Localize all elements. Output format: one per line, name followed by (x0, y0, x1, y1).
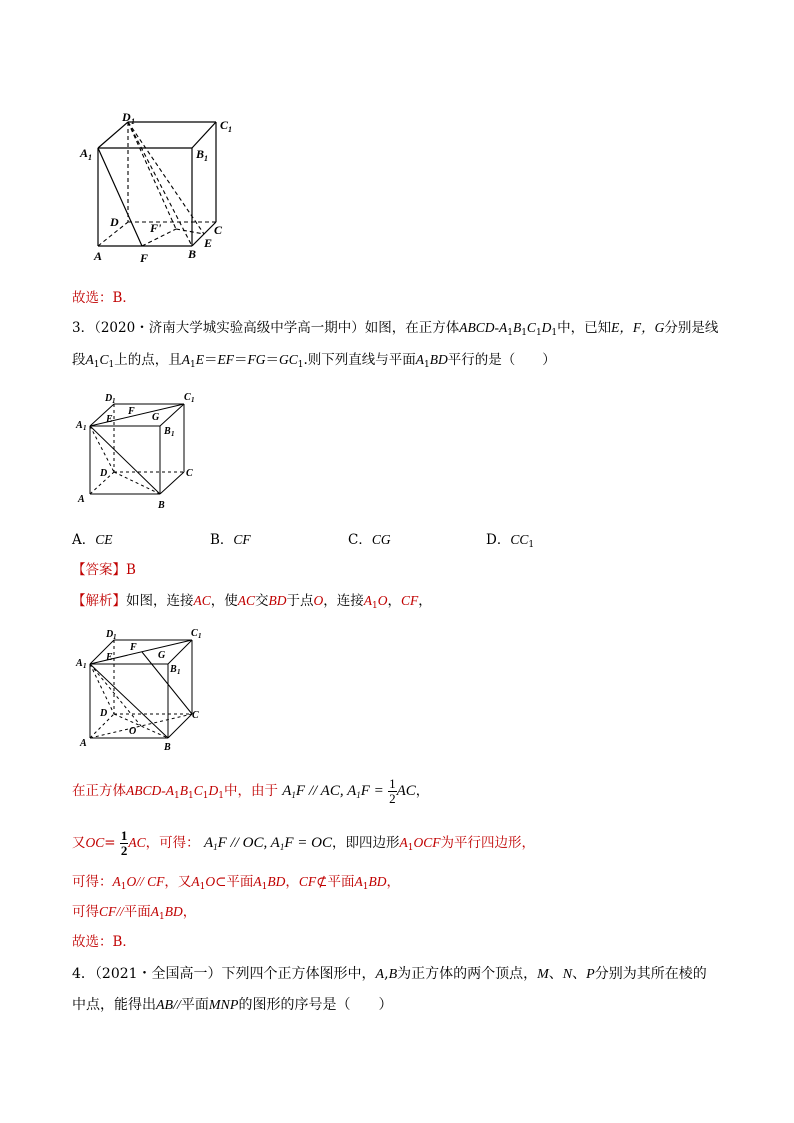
svg-text:1: 1 (112, 397, 116, 405)
svg-text:D: D (105, 393, 113, 404)
svg-text:D: D (100, 708, 108, 719)
svg-text:G: G (158, 650, 166, 661)
proof-line-4: 可得CF//平面$A_1BD$， (72, 904, 197, 922)
question-3-line2: 段$A_1C_1$上的点，且$A_1E=EF=FG=GC_1$.则下列直线与平面$A_1BD$平行的是（ ） (72, 352, 556, 370)
svg-text:B: B (158, 500, 165, 511)
svg-text:1: 1 (88, 153, 92, 162)
svg-text:1: 1 (113, 633, 117, 641)
label-B: B (188, 247, 197, 261)
svg-text:B: B (164, 426, 171, 437)
svg-text:G: G (152, 412, 160, 423)
svg-text:1: 1 (177, 668, 181, 676)
svg-text:1: 1 (191, 396, 195, 404)
svg-text:1: 1 (228, 125, 232, 134)
question-4-line1: 4．（2021・全国高一）下列四个正方体图形中，A,B为正方体的两个顶点，M、N、P分别为其所在棱的 (72, 966, 707, 982)
label-C: C (214, 223, 223, 237)
label-F-prime: F' (150, 221, 162, 235)
svg-text:1: 1 (171, 430, 175, 438)
proof-line-3: 可得：$A_1O//$ CF，又$A_1O\subset$平面$A_1BD$，CF⊄平面$A_1BD$， (72, 874, 400, 892)
label-A1: A (80, 146, 89, 160)
svg-text:B: B (170, 664, 177, 675)
cube-figure-1 (78, 108, 248, 268)
label-E: E (204, 236, 213, 250)
label-C1: C (220, 118, 229, 132)
option-c[interactable]: C．CG (348, 532, 391, 548)
cube-figure-3 (74, 624, 209, 752)
label-B1: B (196, 147, 205, 161)
option-d[interactable]: D．$CC_1$ (486, 532, 535, 550)
svg-text:C: C (192, 710, 199, 721)
svg-text:1: 1 (198, 632, 202, 640)
option-a[interactable]: A．CE (72, 532, 113, 548)
svg-text:O: O (129, 726, 137, 737)
svg-text:F: F (128, 406, 135, 417)
question-4-line2: 中点，能得出AB//平面MNP的图形的序号是（ ） (72, 997, 393, 1013)
label-D1: D (122, 110, 131, 124)
svg-text:C: C (184, 392, 191, 403)
svg-text:A: A (80, 738, 87, 749)
select-answer-q3: 故选：B． (72, 934, 136, 950)
svg-text:C: C (186, 468, 193, 479)
select-answer-q2: 故选：B． (72, 290, 136, 306)
svg-text:E: E (106, 652, 113, 663)
svg-text:1: 1 (83, 662, 87, 670)
svg-text:1: 1 (131, 117, 135, 126)
label-D: D (110, 215, 119, 229)
label-F: F (140, 251, 149, 265)
svg-text:D: D (100, 468, 108, 479)
svg-text:A: A (76, 420, 83, 431)
svg-text:A: A (78, 494, 85, 505)
answer-line: 【答案】B (72, 562, 136, 578)
svg-text:F: F (130, 642, 137, 653)
label-A: A (94, 249, 103, 263)
question-3-line1: 3．（2020・济南大学城实验高级中学高一期中）如图，在正方体ABCD-$A_1B_1C_1D_1$中，已知E，F，G分别是线 (72, 320, 719, 338)
svg-text:E: E (106, 414, 113, 425)
cube-figure-2 (74, 388, 204, 516)
proof-line-1: 在正方体ABCD-$A_1B_1C_1D_1$中，由于 $A_1F$ // AC, $A_1F$ = $\frac{1}{2}$ AC， (72, 776, 430, 806)
svg-text:A: A (76, 658, 83, 669)
option-b[interactable]: B．CF (210, 532, 251, 548)
proof-line-2: 又OC= $\frac{1}{2}$ AC，可得： $A_1F$ // OC, $A_1F$ = OC，即四边形$A_1OCF$为平行四边形， (72, 828, 535, 858)
svg-text:B: B (164, 742, 171, 752)
svg-text:C: C (191, 628, 198, 639)
svg-text:D: D (106, 629, 114, 640)
svg-text:1: 1 (83, 424, 87, 432)
analysis-line: 【解析】如图，连接AC，使AC交BD于点O，连接$A_1O$，CF， (72, 593, 432, 611)
svg-text:1: 1 (204, 154, 208, 163)
